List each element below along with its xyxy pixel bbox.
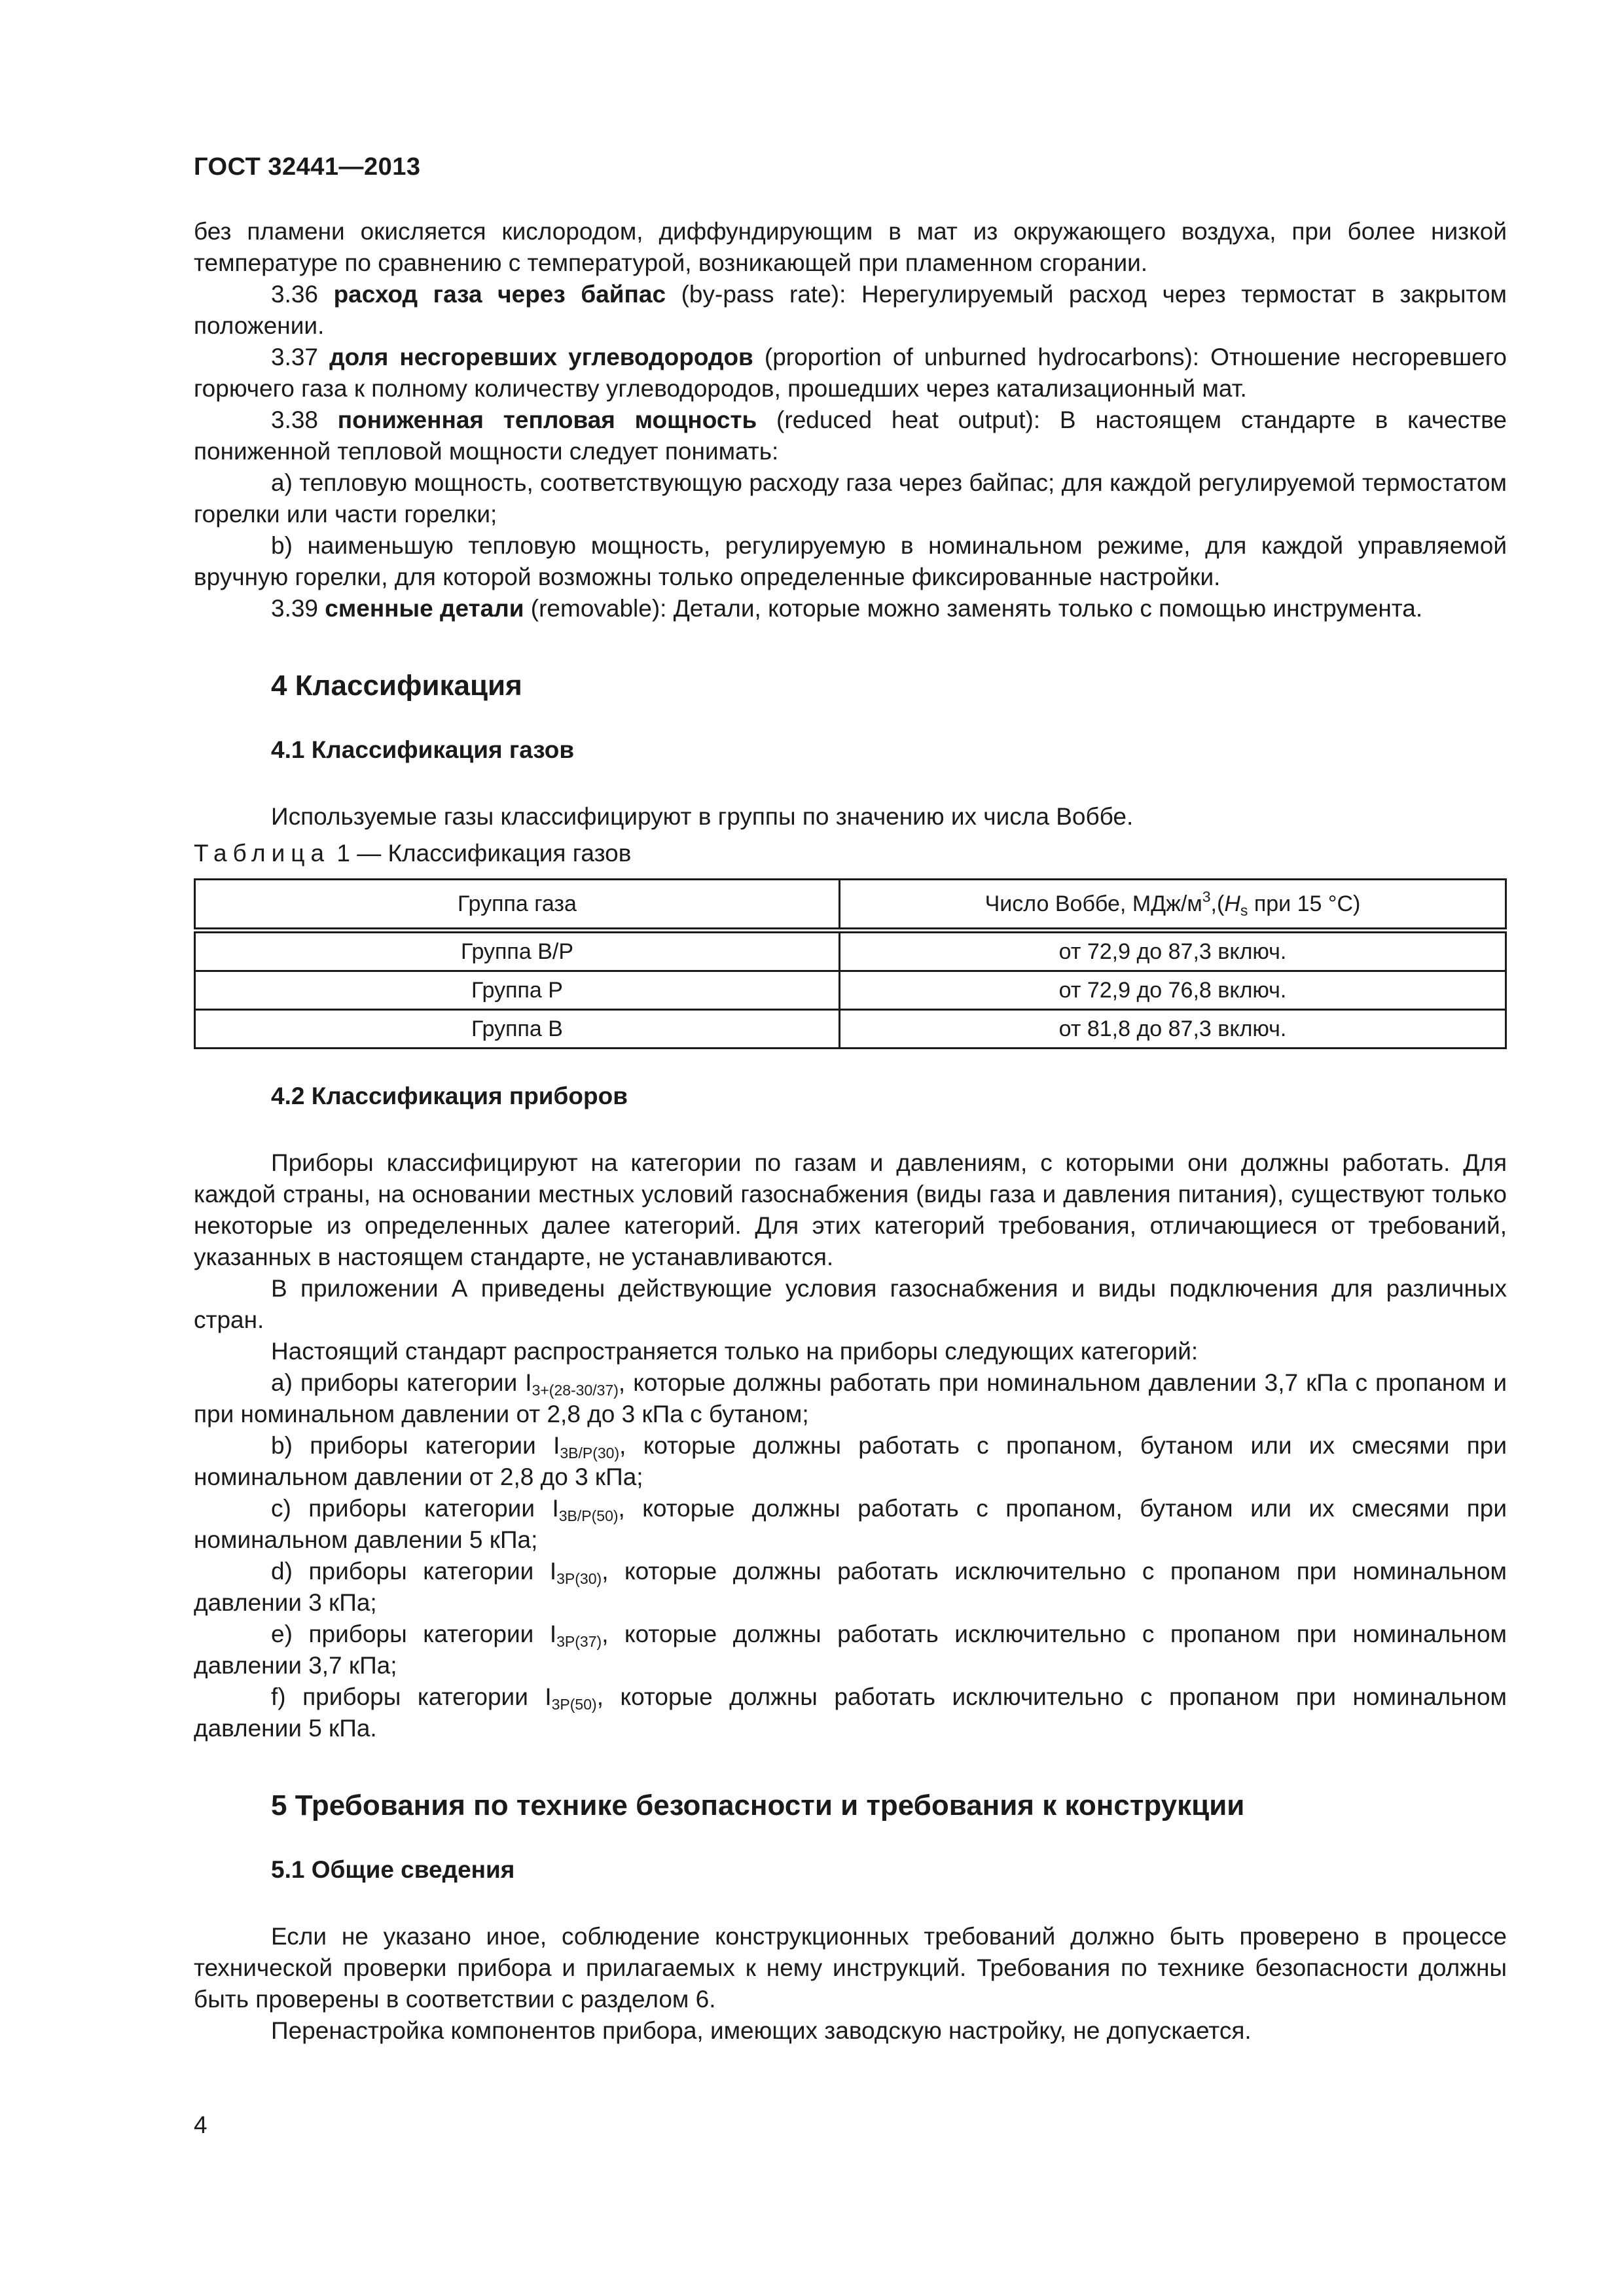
cell-wobbe-range: от 81,8 до 87,3 включ. xyxy=(840,1010,1506,1049)
page-body xyxy=(194,216,1507,2047)
section-4-1-heading: 4.1 Классификация газов xyxy=(271,736,575,763)
header-gas-group: Группа газа xyxy=(195,880,840,931)
page-number: 4 xyxy=(194,2111,208,2138)
section-4-2-heading: 4.2 Классификация приборов xyxy=(271,1083,628,1109)
intro-paragraph: без пламени окисляется кислородом, диффундирующим в мат из окружающего воздуха, при более низкой температуре по сравнению с температурой, возникающей при пламенном сгорании. xyxy=(194,218,1507,276)
section-4-2-paragraph-1: Приборы классифицируют на категории по газам и давлениям, с которыми они должны работать. Для каждой страны, на основании местных условий газоснабжения (виды газа и давления питания), существуют только некоторые из определенных далее категорий. Для этих категорий требования, отличающиеся от требований, указанных в настоящем стандарте, не устанавливаются. xyxy=(194,1149,1507,1270)
table-row xyxy=(195,931,1506,971)
term-definition: (by-pass rate): Нерегулируемый расход через термостат в закрытом положении. xyxy=(194,281,1507,339)
section-4-heading: 4 Классификация xyxy=(271,670,522,702)
term-name: сменные детали xyxy=(325,595,524,622)
term-definition: (reduced heat output): В настоящем стандарте в качестве пониженной тепловой мощности следует понимать: xyxy=(194,406,1507,465)
term-number: 3.38 xyxy=(271,406,338,433)
category-item-d: d) приборы категории $I_{3Р(30)}$, которые должны работать исключительно с пропаном при номинальном давлении 3 кПа; xyxy=(194,1558,1507,1616)
term-3-38-item-a: а) тепловую мощность, соответствующую расходу газа через байпас; для каждой регулируемой термостатом горелки или части горелки; xyxy=(194,469,1507,528)
category-item-b: b) приборы категории $I_{3В/Р(30)}$, которые должны работать с пропаном, бутаном или их смесями при номинальном давлении от 2,8 до 3 кПа; xyxy=(194,1432,1507,1490)
gas-classification-table xyxy=(194,878,1507,1049)
category-item-e: е) приборы категории $I_{3Р(37)}$, которые должны работать исключительно с пропаном при номинальном давлении 3,7 кПа; xyxy=(194,1621,1507,1679)
term-definition: (proportion of unburned hydrocarbons): Отношение несгоревшего горючего газа к полному количеству углеводородов, прошедших через катализационный мат. xyxy=(194,344,1507,402)
term-number: 3.36 xyxy=(271,281,334,308)
term-3-38-item-b: b) наименьшую тепловую мощность, регулируемую в номинальном режиме, для каждой управляемой вручную горелки, для которой возможны только определенные фиксированные настройки. xyxy=(194,532,1507,590)
document-code: ГОСТ 32441—2013 xyxy=(194,153,421,181)
header-wobbe-number: Число Воббе, МДж/$м^3,(H_s$ при 15 °С) xyxy=(840,880,1506,931)
term-number: 3.37 xyxy=(271,344,330,370)
table-row xyxy=(195,971,1506,1010)
term-definition: (removable): Детали, которые можно заменять только с помощью инструмента. xyxy=(524,595,1423,622)
section-4-2-paragraph-3: Настоящий стандарт распространяется только на приборы следующих категорий: xyxy=(271,1338,1199,1365)
cell-wobbe-range: от 72,9 до 87,3 включ. xyxy=(840,931,1506,971)
cell-gas-group: Группа В xyxy=(195,1010,840,1049)
term-name: расход газа через байпас xyxy=(333,281,666,308)
category-item-a: а) приборы категории $I_{3+(28-30/37)}$, которые должны работать при номинальном давлении 3,7 кПа с пропаном и при номинальном давлении от 2,8 до 3 кПа с бутаном; xyxy=(194,1369,1507,1427)
cell-wobbe-range: от 72,9 до 76,8 включ. xyxy=(840,971,1506,1010)
table-caption-title: 1 — Классификация газов xyxy=(330,840,632,867)
category-item-f: f) приборы категории $I_{3Р(50)}$, которые должны работать исключительно с пропаном при номинальном давлении 5 кПа. xyxy=(194,1683,1507,1742)
section-5-1-heading: 5.1 Общие сведения xyxy=(271,1856,515,1883)
term-number: 3.39 xyxy=(271,595,325,622)
term-name: пониженная тепловая мощность xyxy=(337,406,757,433)
term-3-37 xyxy=(194,342,1507,404)
table-caption-word: Таблица xyxy=(194,840,331,867)
section-5-1-paragraph-2: Перенастройка компонентов прибора, имеющих заводскую настройку, не допускается. xyxy=(271,2017,1252,2044)
section-5-heading: 5 Требования по технике безопасности и требования к конструкции xyxy=(271,1789,1245,1821)
section-4-1-text: Используемые газы классифицируют в группы по значению их числа Воббе. xyxy=(271,803,1134,830)
table-row xyxy=(195,1010,1506,1049)
cell-gas-group: Группа В/Р xyxy=(195,931,840,971)
term-3-36 xyxy=(194,279,1507,342)
table-header-row xyxy=(195,880,1506,931)
section-5-1-paragraph-1: Если не указано иное, соблюдение конструкционных требований должно быть проверено в процессе технической проверки прибора и прилагаемых к нему инструкций. Требования по технике безопасности должны быть проверены в соответствии с разделом 6. xyxy=(194,1923,1507,2013)
category-item-c: с) приборы категории $I_{3В/Р(50)}$, которые должны работать с пропаном, бутаном или их смесями при номинальном давлении 5 кПа; xyxy=(194,1495,1507,1553)
table-1-caption xyxy=(194,838,1507,869)
term-3-38 xyxy=(194,404,1507,467)
cell-gas-group: Группа Р xyxy=(195,971,840,1010)
term-name: доля несгоревших углеводородов xyxy=(329,344,753,370)
term-3-39 xyxy=(194,593,1507,624)
section-4-2-paragraph-2: В приложении А приведены действующие условия газоснабжения и виды подключения для различных стран. xyxy=(194,1275,1507,1333)
